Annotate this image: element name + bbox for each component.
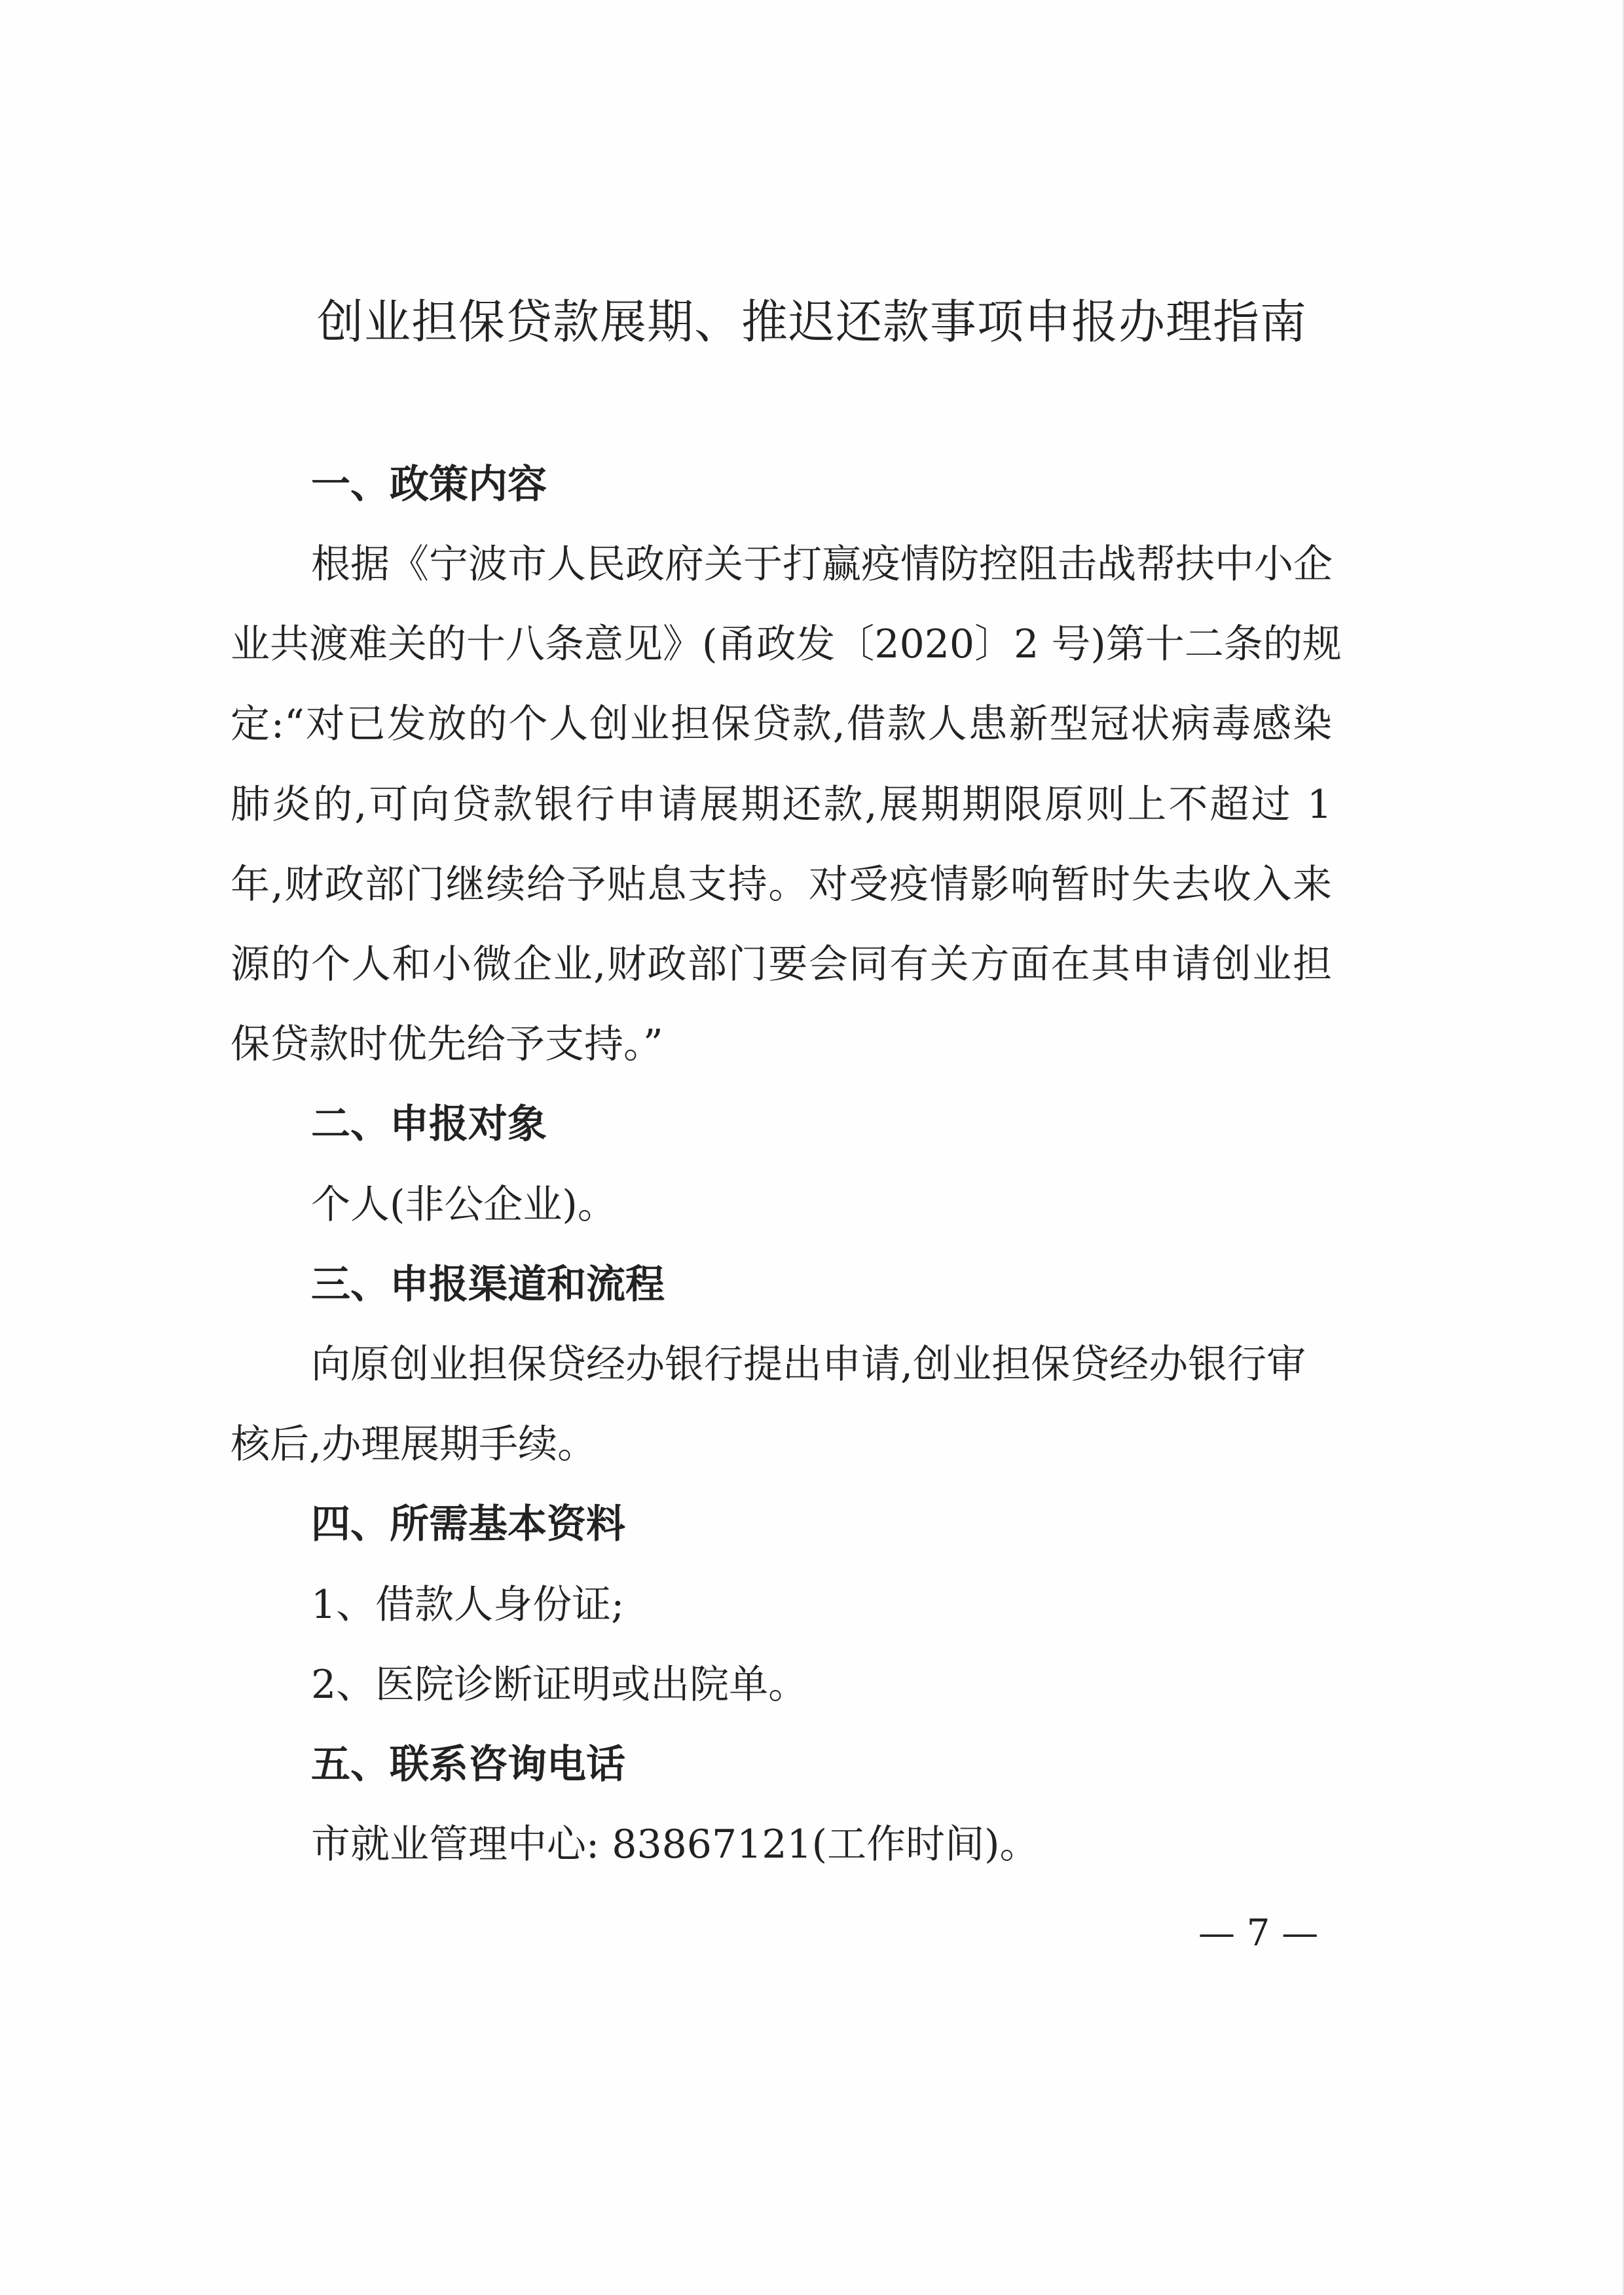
process-line-1: 向原创业担保贷经办银行提出申请,创业担保贷经办银行审 bbox=[311, 1342, 1306, 1387]
policy-line-6: 源的个人和小微企业,财政部门要会同有关方面在其申请创业担 bbox=[231, 942, 1332, 987]
policy-line-7: 保贷款时优先给予支持。” bbox=[231, 1021, 663, 1067]
policy-line-4: 肺炎的,可向贷款银行申请展期还款,展期期限原则上不超过 1 bbox=[231, 782, 1332, 828]
target-line-1: 个人(非公企业)。 bbox=[311, 1182, 617, 1228]
process-line-2: 核后,办理展期手续。 bbox=[231, 1422, 597, 1467]
section-heading-process: 三、申报渠道和流程 bbox=[311, 1262, 665, 1308]
contact-line-1: 市就业管理中心: 83867121(工作时间)。 bbox=[311, 1822, 1039, 1867]
policy-line-1: 根据《宁波市人民政府关于打赢疫情防控阻击战帮扶中小企 bbox=[311, 542, 1333, 587]
policy-line-3: 定:“对已发放的个人创业担保贷款,借款人患新型冠状病毒感染 bbox=[231, 701, 1332, 747]
section-heading-materials: 四、所需基本资料 bbox=[311, 1501, 625, 1547]
page-number: — 7 — bbox=[1198, 1912, 1319, 1955]
policy-line-5: 年,财政部门继续给予贴息支持。对受疫情影响暂时失去收入来 bbox=[231, 862, 1332, 908]
section-heading-contact: 五、联系咨询电话 bbox=[311, 1742, 625, 1788]
materials-item-2: 2、医院诊断证明或出院单。 bbox=[311, 1662, 808, 1708]
policy-line-2: 业共渡难关的十八条意见》(甬政发〔2020〕2 号)第十二条的规 bbox=[231, 621, 1342, 667]
section-heading-target: 二、申报对象 bbox=[311, 1101, 547, 1147]
section-heading-policy: 一、政策内容 bbox=[311, 462, 547, 507]
materials-item-1: 1、借款人身份证; bbox=[311, 1582, 625, 1628]
document-title: 创业担保贷款展期、推迟还款事项申报办理指南 bbox=[316, 295, 1307, 349]
